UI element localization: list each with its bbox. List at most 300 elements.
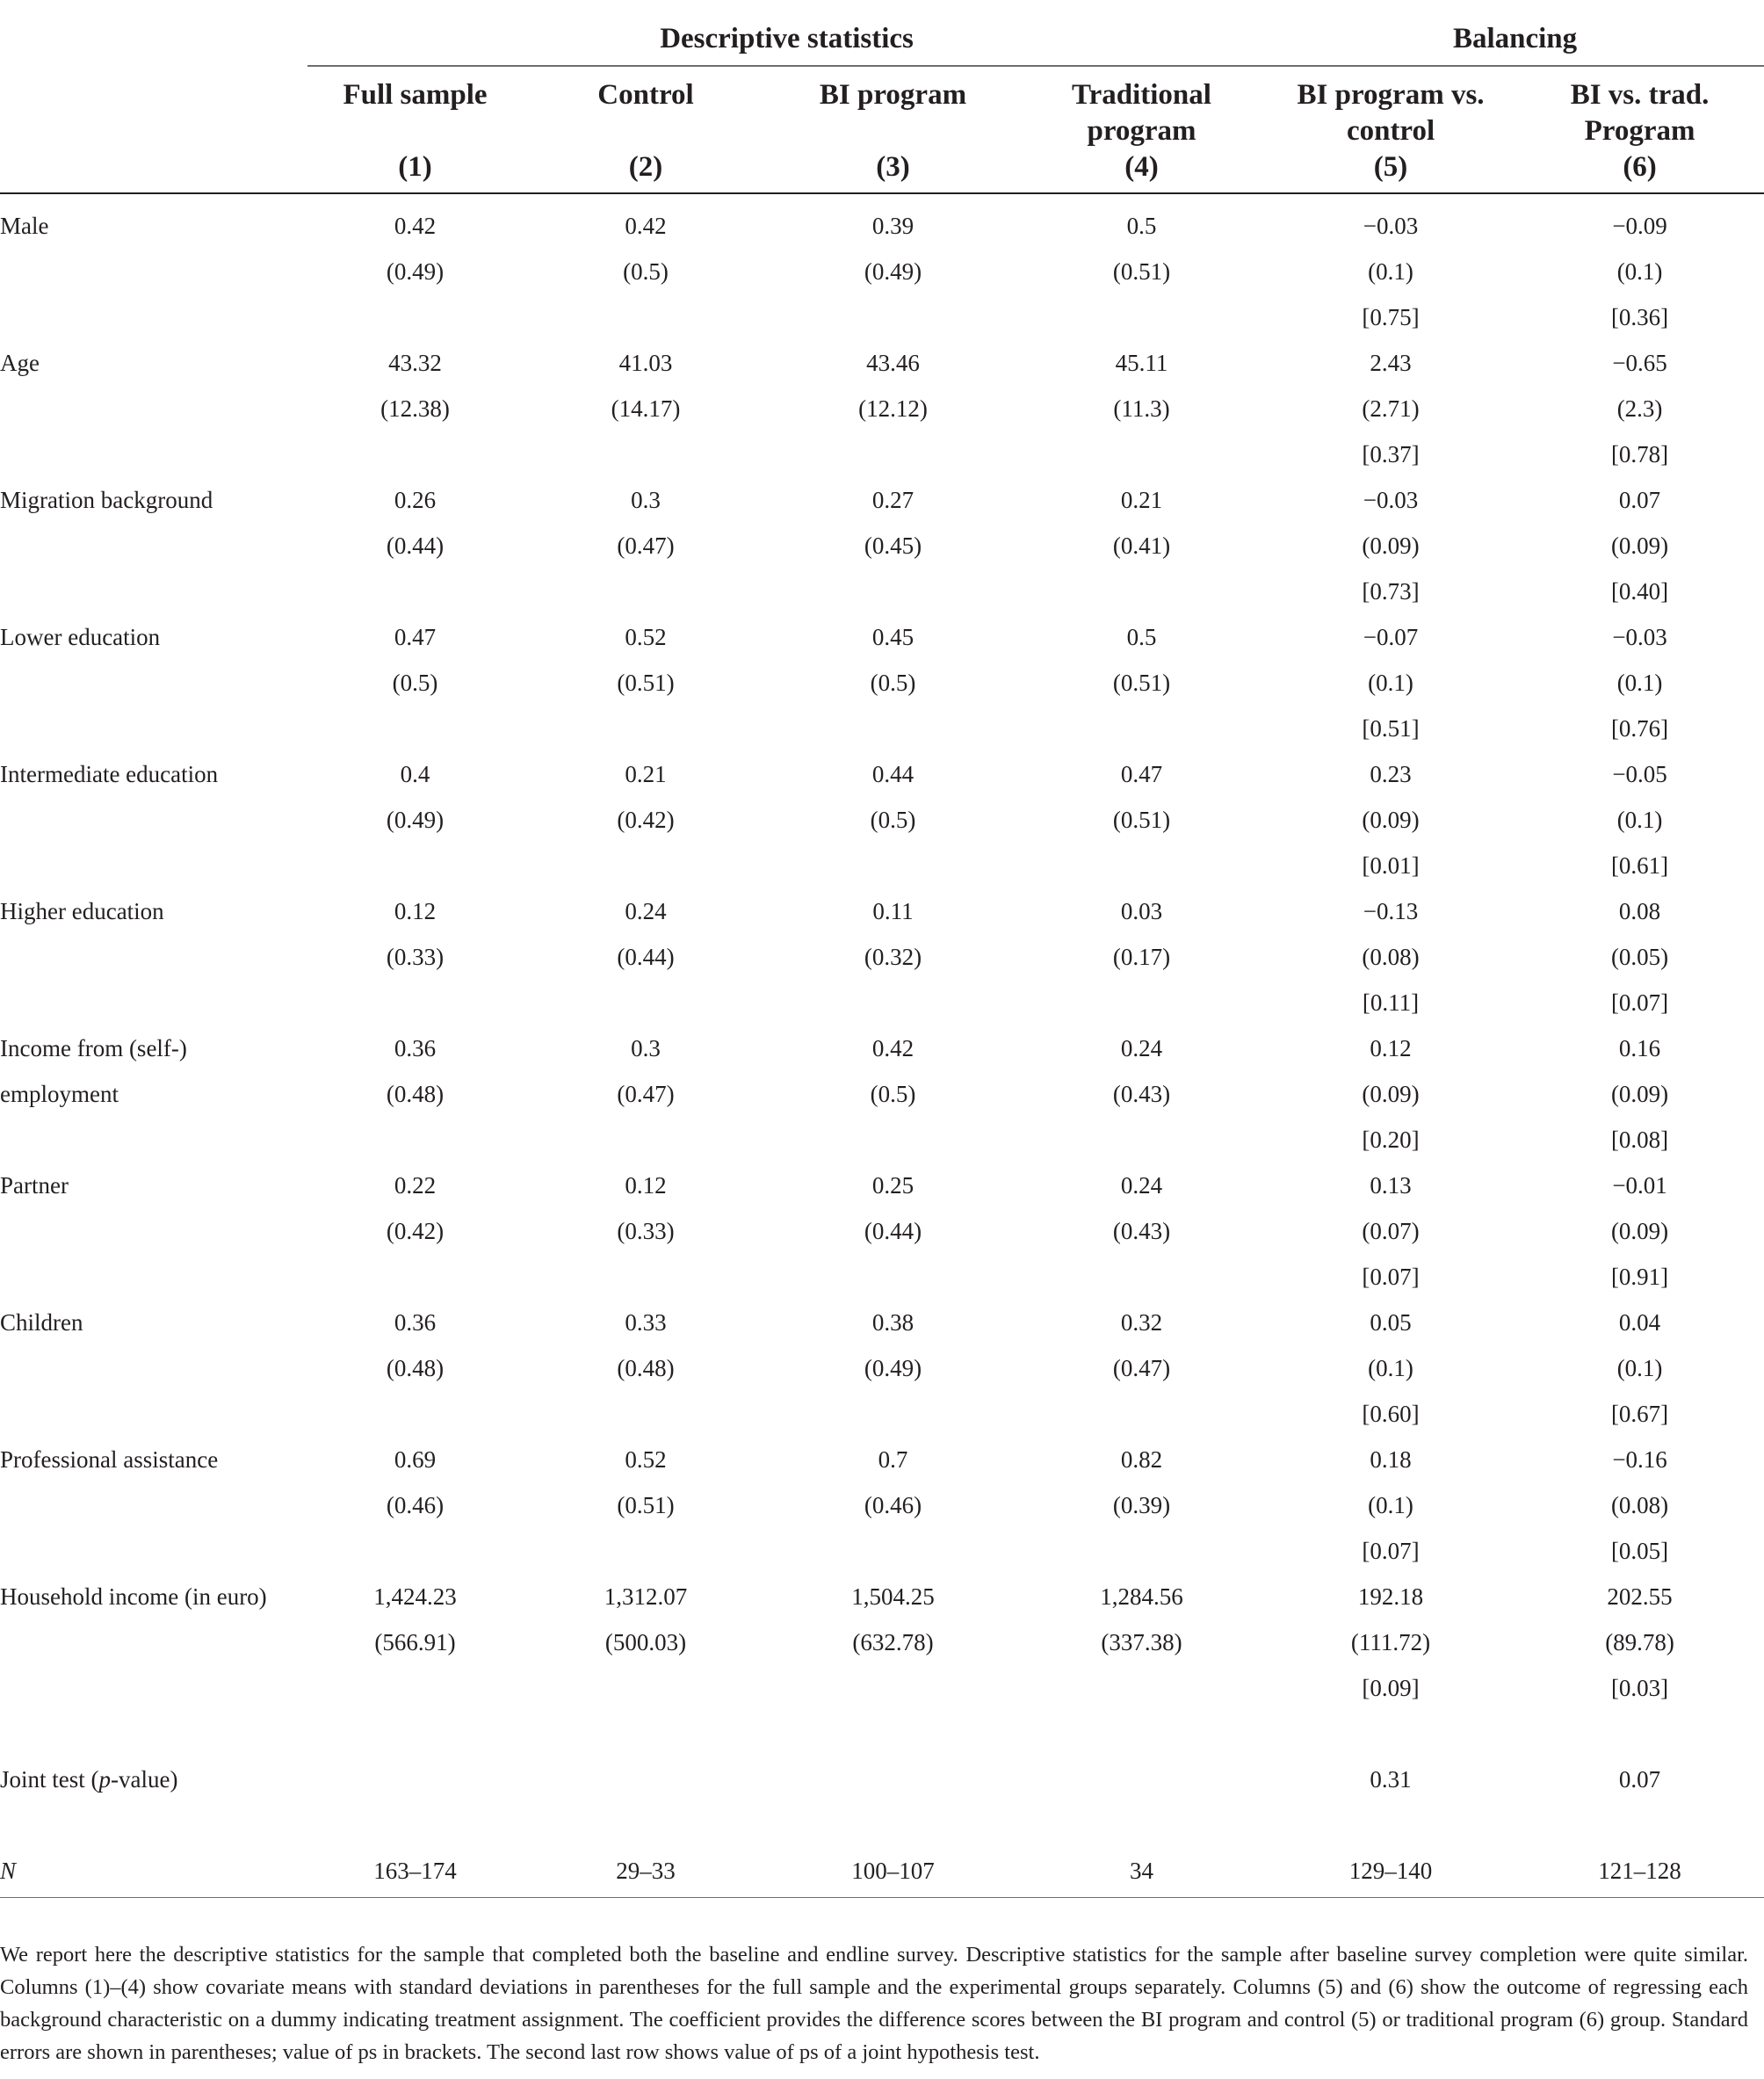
table-row-sd [0, 249, 1764, 294]
sd-cell: (0.1) [1616, 1355, 1663, 1381]
empty-cell [1515, 1711, 1764, 1757]
table-row [0, 1574, 1764, 1619]
sd-cell: (0.5) [623, 258, 669, 285]
table-row-pvalue [0, 1665, 1764, 1711]
row-label-continued: employment [0, 1081, 119, 1107]
mean-cell: 0.12 [1370, 1035, 1412, 1061]
sd-cell: (2.71) [1362, 395, 1420, 422]
mean-cell: 0.42 [394, 213, 437, 239]
empty-cell [1017, 706, 1266, 751]
empty-cell [0, 706, 307, 751]
row-label: Income from (self-) [0, 1035, 187, 1061]
sd-cell: (0.42) [617, 807, 675, 833]
empty-cell [307, 706, 523, 751]
row-label: Household income (in euro) [0, 1583, 267, 1610]
mean-cell: 0.13 [1370, 1172, 1412, 1199]
table-row-pvalue [0, 980, 1764, 1025]
row-label-continued [0, 1345, 307, 1391]
table-row-pvalue [0, 1391, 1764, 1437]
empty-cell [1017, 1254, 1266, 1300]
empty-cell [1017, 431, 1266, 477]
mean-cell: 0.36 [394, 1309, 437, 1336]
mean-cell: 1,312.07 [604, 1583, 688, 1610]
sd-cell: (0.51) [1112, 670, 1171, 696]
empty-cell [1017, 1711, 1266, 1757]
pvalue-cell: [0.11] [1362, 989, 1420, 1016]
sd-cell: (0.48) [386, 1355, 445, 1381]
mean-cell: 0.3 [631, 1035, 661, 1061]
row-label-continued [0, 1208, 307, 1254]
mean-cell: 0.04 [1618, 1309, 1661, 1336]
sd-cell: (0.1) [1368, 670, 1413, 696]
column-header-6 [1515, 66, 1764, 193]
sd-cell: (0.09) [1362, 532, 1420, 559]
row-label: Intermediate education [0, 761, 219, 787]
sd-cell: (0.49) [386, 807, 445, 833]
empty-cell [769, 1254, 1017, 1300]
row-label: Migration background [0, 487, 213, 513]
sd-cell: (0.49) [386, 258, 445, 285]
column-header-label: BI program vs. control [1297, 79, 1485, 147]
sd-cell: (0.05) [1610, 944, 1669, 970]
mean-cell: −0.13 [1363, 898, 1419, 924]
empty-cell [1266, 1711, 1515, 1757]
mean-cell: 1,284.56 [1100, 1583, 1183, 1610]
mean-cell: 0.16 [1618, 1035, 1661, 1061]
row-label-continued [0, 249, 307, 294]
column-header-1 [307, 66, 523, 193]
empty-cell [523, 1757, 769, 1802]
sd-cell: (632.78) [852, 1629, 934, 1655]
sd-cell: (0.09) [1610, 532, 1669, 559]
row-label: Professional assistance [0, 1446, 219, 1473]
mean-cell: 0.5 [1126, 213, 1157, 239]
sd-cell: (0.47) [1112, 1355, 1171, 1381]
pvalue-cell: [0.20] [1362, 1126, 1420, 1153]
column-header-number: (4) [1124, 151, 1159, 183]
mean-cell: 0.12 [394, 898, 437, 924]
empty-cell [769, 980, 1017, 1025]
sd-cell: (2.3) [1616, 395, 1663, 422]
empty-cell [769, 569, 1017, 614]
n-value: 163–174 [307, 1848, 523, 1898]
empty-cell [0, 1802, 307, 1848]
empty-cell [769, 1665, 1017, 1711]
sd-cell: (12.12) [858, 395, 928, 422]
mean-cell: −0.65 [1612, 350, 1667, 376]
table-row-sd [0, 1071, 1764, 1117]
mean-cell: 0.4 [400, 761, 430, 787]
pvalue-cell: [0.67] [1610, 1401, 1669, 1427]
column-header-label: BI vs. trad. Program [1570, 79, 1710, 147]
empty-cell [523, 843, 769, 888]
table-row-sd [0, 797, 1764, 843]
sd-cell: (0.47) [617, 1081, 675, 1107]
table-row-pvalue [0, 569, 1764, 614]
mean-cell: 0.36 [394, 1035, 437, 1061]
spacer-row [0, 1711, 1764, 1757]
sd-cell: (11.3) [1113, 395, 1170, 422]
table-row [0, 1163, 1764, 1208]
group-header-descriptive: Descriptive statistics [307, 12, 1266, 66]
column-header-number: (5) [1373, 151, 1408, 183]
mean-cell: 0.24 [625, 898, 667, 924]
sd-cell: (566.91) [374, 1629, 456, 1655]
column-header-number: (3) [876, 151, 910, 183]
mean-cell: 1,424.23 [373, 1583, 457, 1610]
n-value: 100–107 [769, 1848, 1017, 1898]
empty-cell [769, 706, 1017, 751]
sd-cell: (0.1) [1616, 670, 1663, 696]
mean-cell: 41.03 [618, 350, 673, 376]
mean-cell: 192.18 [1357, 1583, 1424, 1610]
sd-cell: (0.5) [870, 807, 916, 833]
joint-test-value: 0.07 [1618, 1766, 1661, 1793]
sd-cell: (0.1) [1368, 258, 1413, 285]
table-row-sd [0, 660, 1764, 706]
sd-cell: (0.43) [1112, 1081, 1171, 1107]
sd-cell: (0.45) [864, 532, 922, 559]
row-label: Male [0, 213, 49, 239]
table-row-pvalue [0, 843, 1764, 888]
mean-cell: 0.03 [1120, 898, 1163, 924]
pvalue-cell: [0.01] [1362, 852, 1420, 879]
mean-cell: 0.05 [1370, 1309, 1412, 1336]
mean-cell: −0.07 [1363, 624, 1419, 650]
mean-cell: 0.47 [394, 624, 437, 650]
pvalue-cell: [0.05] [1610, 1538, 1669, 1564]
pvalue-cell: [0.60] [1362, 1401, 1420, 1427]
empty-cell [523, 1665, 769, 1711]
column-header-number: (2) [628, 151, 663, 183]
joint-test-value: 0.31 [1370, 1766, 1412, 1793]
empty-cell [307, 431, 523, 477]
sd-cell: (0.1) [1368, 1492, 1413, 1518]
sd-cell: (0.08) [1362, 944, 1420, 970]
mean-cell: 0.21 [1120, 487, 1163, 513]
empty-cell [0, 294, 307, 340]
table-row-pvalue [0, 1528, 1764, 1574]
empty-cell [0, 1711, 307, 1757]
pvalue-cell: [0.36] [1610, 304, 1669, 330]
table-row-sd [0, 1482, 1764, 1528]
empty-cell [307, 1528, 523, 1574]
sd-cell: (0.09) [1610, 1081, 1669, 1107]
mean-cell: 0.25 [871, 1172, 915, 1199]
mean-cell: 0.5 [1126, 624, 1157, 650]
mean-cell: 0.22 [394, 1172, 437, 1199]
joint-test-label-italic: p [98, 1766, 111, 1793]
row-label: Higher education [0, 898, 164, 924]
column-header-label: BI program [819, 79, 967, 111]
column-header-label: Traditional program [1072, 79, 1211, 147]
pvalue-cell: [0.07] [1362, 1264, 1420, 1290]
mean-cell: 0.26 [394, 487, 437, 513]
n-value: 129–140 [1266, 1848, 1515, 1898]
table-row-pvalue [0, 1117, 1764, 1163]
row-label-continued [0, 1619, 307, 1665]
sd-cell: (14.17) [611, 395, 681, 422]
pvalue-cell: [0.61] [1610, 852, 1669, 879]
sd-cell: (0.1) [1368, 1355, 1413, 1381]
sd-cell: (0.32) [864, 944, 922, 970]
mean-cell: −0.03 [1363, 487, 1419, 513]
empty-cell [769, 1757, 1017, 1802]
row-label: Children [0, 1309, 83, 1336]
empty-cell [307, 1391, 523, 1437]
pvalue-cell: [0.07] [1362, 1538, 1420, 1564]
empty-cell [1017, 843, 1266, 888]
joint-test-label-post: -value) [111, 1766, 178, 1793]
joint-test-row [0, 1757, 1764, 1802]
table-row [0, 1025, 1764, 1071]
table-row-sd [0, 1345, 1764, 1391]
joint-test-label-pre: Joint test ( [0, 1766, 99, 1793]
table-row-pvalue [0, 706, 1764, 751]
row-label-continued [0, 797, 307, 843]
empty-cell [1017, 1802, 1266, 1848]
sd-cell: (0.39) [1112, 1492, 1171, 1518]
empty-cell [769, 1117, 1017, 1163]
sd-cell: (0.41) [1112, 532, 1171, 559]
empty-cell [523, 294, 769, 340]
n-row [0, 1848, 1764, 1898]
table-row [0, 751, 1764, 797]
pvalue-cell: [0.40] [1610, 578, 1669, 605]
mean-cell: 0.44 [871, 761, 915, 787]
table-row [0, 193, 1764, 249]
mean-cell: −0.03 [1363, 213, 1419, 239]
pvalue-cell: [0.78] [1610, 441, 1669, 467]
mean-cell: 43.46 [866, 350, 920, 376]
mean-cell: 0.33 [625, 1309, 667, 1336]
sd-cell: (0.33) [617, 1218, 675, 1244]
sd-cell: (0.44) [386, 532, 445, 559]
empty-cell [769, 1711, 1017, 1757]
sd-cell: (111.72) [1350, 1629, 1431, 1655]
column-header-number: (6) [1623, 151, 1657, 183]
empty-cell [0, 1117, 307, 1163]
row-label-continued [0, 386, 307, 431]
mean-cell: 0.32 [1120, 1309, 1163, 1336]
empty-cell [0, 1665, 307, 1711]
empty-cell [1017, 1117, 1266, 1163]
table-footnote: We report here the descriptive statistics for the sample that completed both the baseline and endline survey. Descriptive statistics for the sample after baseline survey completion were quite similar. Columns (1)–(4) show covariate means with standard deviations in parentheses for the full sample and the experimental groups separately. Columns (5) and (6) show the outcome of regressing each background characteristic on a dummy indicating treatment assignment. The coefficient provides the difference scores between the BI program and control (5) or traditional program (6) group. Standard errors are shown in parentheses; value of ps in brackets. The second last row shows value of ps of a joint hypothesis test. [0, 1943, 1748, 2064]
sd-cell: (500.03) [604, 1629, 687, 1655]
sd-cell: (0.47) [617, 532, 675, 559]
mean-cell: 0.08 [1618, 898, 1661, 924]
sd-cell: (0.08) [1610, 1492, 1669, 1518]
sd-cell: (0.46) [864, 1492, 922, 1518]
sd-cell: (0.33) [386, 944, 445, 970]
empty-cell [1017, 569, 1266, 614]
mean-cell: 0.47 [1120, 761, 1163, 787]
mean-cell: 0.27 [871, 487, 915, 513]
table-row-pvalue [0, 431, 1764, 477]
sd-cell: (0.51) [617, 670, 675, 696]
empty-cell [307, 569, 523, 614]
empty-cell [523, 706, 769, 751]
column-header-4 [1017, 66, 1266, 193]
sd-cell: (0.46) [386, 1492, 445, 1518]
empty-cell [0, 1391, 307, 1437]
empty-cell [307, 843, 523, 888]
row-label: Lower education [0, 624, 161, 650]
empty-cell [1017, 1757, 1266, 1802]
empty-cell [1266, 1802, 1515, 1848]
column-header-label: Full sample [343, 79, 488, 111]
empty-cell [1017, 1391, 1266, 1437]
mean-cell: −0.01 [1612, 1172, 1667, 1199]
mean-cell: 0.52 [625, 624, 667, 650]
empty-cell [307, 980, 523, 1025]
mean-cell: −0.03 [1612, 624, 1667, 650]
table-row-sd [0, 1619, 1764, 1665]
table-body [0, 193, 1764, 1898]
mean-cell: 0.07 [1618, 487, 1661, 513]
empty-cell [523, 431, 769, 477]
empty-cell [769, 1391, 1017, 1437]
empty-cell [0, 431, 307, 477]
table-row-sd [0, 1208, 1764, 1254]
n-value: 29–33 [523, 1848, 769, 1898]
sd-cell: (0.49) [864, 258, 922, 285]
mean-cell: −0.16 [1612, 1446, 1667, 1473]
sd-cell: (0.43) [1112, 1218, 1171, 1244]
mean-cell: 0.3 [631, 487, 661, 513]
pvalue-cell: [0.37] [1362, 441, 1420, 467]
empty-cell [0, 569, 307, 614]
sd-cell: (337.38) [1101, 1629, 1182, 1655]
sd-cell: (0.1) [1616, 258, 1663, 285]
n-value: 34 [1017, 1848, 1266, 1898]
mean-cell: 0.24 [1120, 1172, 1163, 1199]
sd-cell: (0.5) [870, 1081, 916, 1107]
pvalue-cell: [0.73] [1362, 578, 1420, 605]
pvalue-cell: [0.07] [1610, 989, 1669, 1016]
table-row-sd [0, 523, 1764, 569]
group-header-balancing: Balancing [1266, 12, 1764, 66]
empty-cell [769, 431, 1017, 477]
column-header-3 [769, 66, 1017, 193]
row-label-continued [0, 1482, 307, 1528]
sd-cell: (0.09) [1610, 1218, 1669, 1244]
sd-cell: (0.51) [617, 1492, 675, 1518]
sd-cell: (0.44) [864, 1218, 922, 1244]
mean-cell: 0.11 [872, 898, 914, 924]
mean-cell: 0.18 [1370, 1446, 1412, 1473]
mean-cell: 0.23 [1370, 761, 1412, 787]
pvalue-cell: [0.08] [1610, 1126, 1669, 1153]
table-row [0, 888, 1764, 934]
pvalue-cell: [0.91] [1610, 1264, 1669, 1290]
empty-cell [523, 1117, 769, 1163]
table-row-pvalue [0, 294, 1764, 340]
sd-cell: (0.49) [864, 1355, 922, 1381]
mean-cell: 0.42 [871, 1035, 915, 1061]
sd-cell: (0.51) [1112, 258, 1171, 285]
sd-cell: (0.07) [1362, 1218, 1420, 1244]
pvalue-cell: [0.09] [1362, 1675, 1420, 1701]
pvalue-cell: [0.03] [1610, 1675, 1669, 1701]
mean-cell: 0.69 [394, 1446, 437, 1473]
sd-cell: (0.51) [1112, 807, 1171, 833]
empty-cell [0, 843, 307, 888]
column-header-row [0, 66, 1764, 193]
mean-cell: 0.45 [871, 624, 915, 650]
sd-cell: (0.17) [1112, 944, 1171, 970]
mean-cell: −0.05 [1612, 761, 1667, 787]
row-label-continued [0, 660, 307, 706]
pvalue-cell: [0.76] [1610, 715, 1669, 742]
sd-cell: (0.09) [1362, 807, 1420, 833]
mean-cell: 43.32 [388, 350, 442, 376]
empty-cell [307, 1757, 523, 1802]
empty-cell [1017, 980, 1266, 1025]
sd-cell: (0.42) [386, 1218, 445, 1244]
mean-cell: 202.55 [1607, 1583, 1673, 1610]
mean-cell: 0.39 [871, 213, 915, 239]
spacer-row [0, 1802, 1764, 1848]
sd-cell: (0.44) [617, 944, 675, 970]
mean-cell: 2.43 [1370, 350, 1412, 376]
empty-cell [0, 1254, 307, 1300]
empty-cell [307, 1254, 523, 1300]
mean-cell: 0.7 [878, 1446, 908, 1473]
column-header-5 [1266, 66, 1515, 193]
empty-cell [523, 980, 769, 1025]
empty-cell [769, 1802, 1017, 1848]
empty-cell [769, 294, 1017, 340]
empty-cell [523, 1802, 769, 1848]
table-row [0, 1300, 1764, 1345]
empty-cell [307, 1117, 523, 1163]
empty-cell [1017, 1665, 1266, 1711]
sd-cell: (0.48) [617, 1355, 675, 1381]
column-header-number: (1) [398, 151, 432, 183]
group-header-row [0, 12, 1764, 66]
table-row-sd [0, 386, 1764, 431]
column-header-label: Control [597, 79, 694, 111]
empty-cell [769, 1528, 1017, 1574]
sd-cell: (89.78) [1605, 1629, 1674, 1655]
table-row [0, 1437, 1764, 1482]
table-row-pvalue [0, 1254, 1764, 1300]
mean-cell: 0.12 [625, 1172, 667, 1199]
n-label: N [0, 1848, 307, 1898]
mean-cell: −0.09 [1612, 213, 1667, 239]
empty-cell [307, 1665, 523, 1711]
mean-cell: 0.42 [625, 213, 667, 239]
column-header-2 [523, 66, 769, 193]
empty-cell [523, 569, 769, 614]
descriptive-statistics-table [0, 12, 1764, 1898]
table-row-sd [0, 934, 1764, 980]
sd-cell: (0.48) [386, 1081, 445, 1107]
table-row [0, 477, 1764, 523]
empty-cell [307, 294, 523, 340]
pvalue-cell: [0.51] [1362, 715, 1420, 742]
mean-cell: 0.52 [625, 1446, 667, 1473]
mean-cell: 0.38 [871, 1309, 915, 1336]
empty-cell [1017, 1528, 1266, 1574]
row-label: Partner [0, 1172, 69, 1199]
sd-cell: (0.5) [870, 670, 916, 696]
sd-cell: (0.1) [1616, 807, 1663, 833]
row-label-continued [0, 934, 307, 980]
empty-cell [307, 1711, 523, 1757]
empty-cell [307, 1802, 523, 1848]
